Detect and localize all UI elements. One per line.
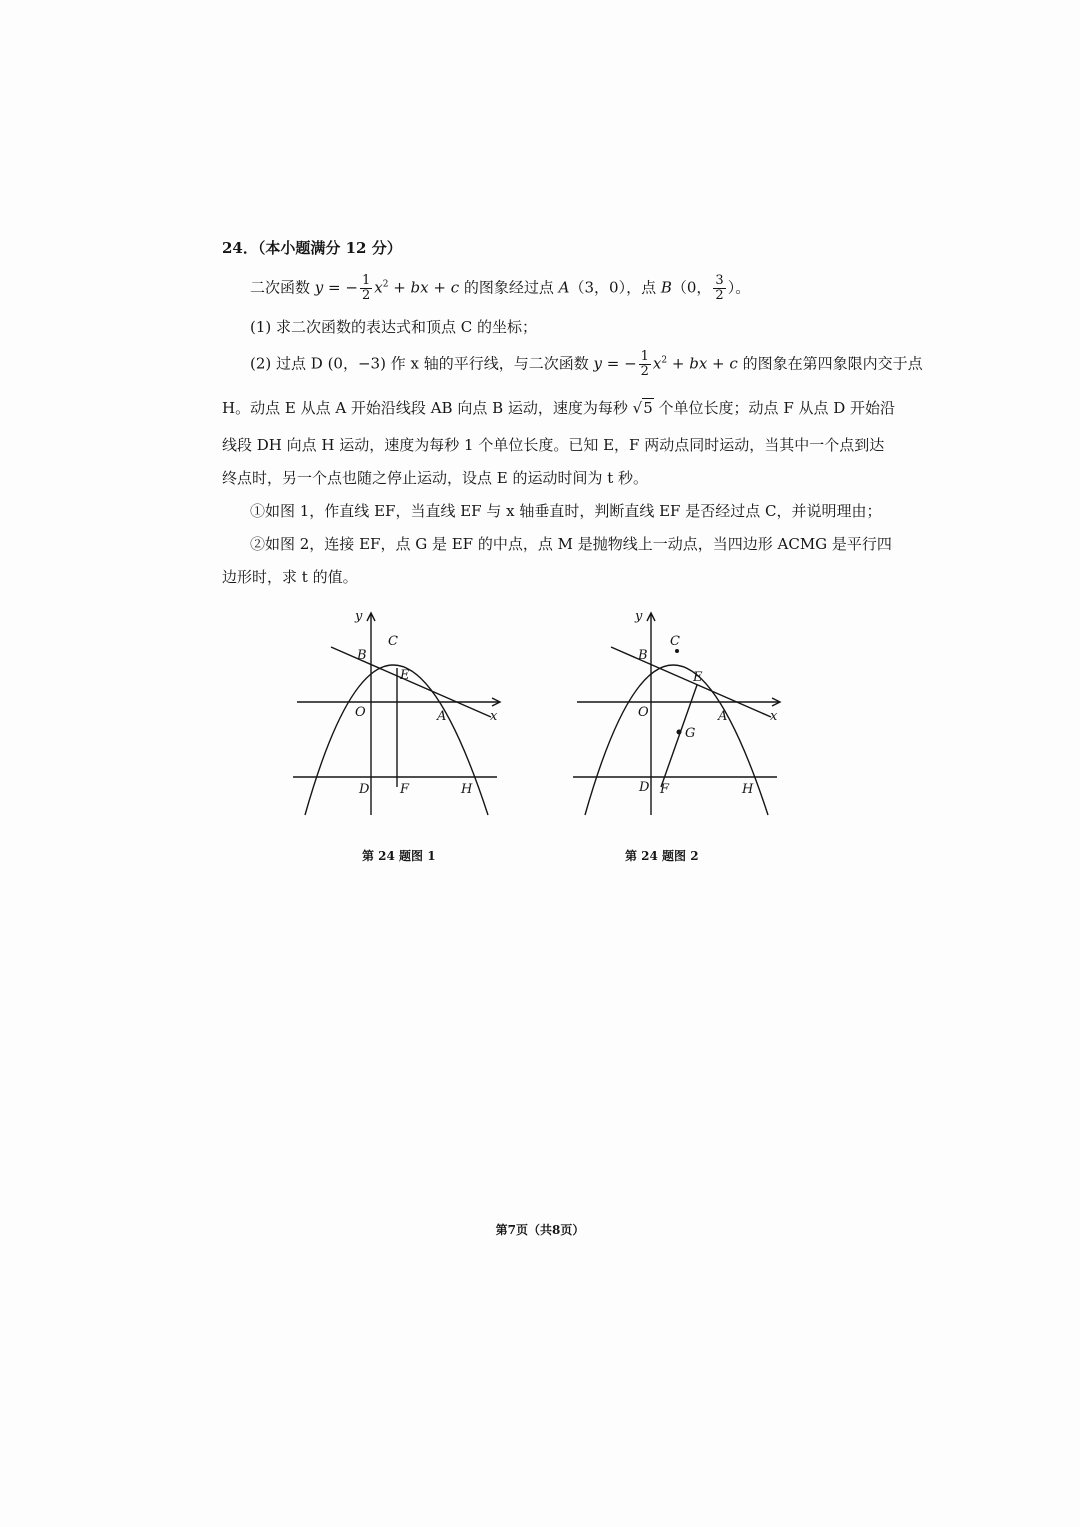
figure-2 (565, 605, 795, 820)
label-A: A (718, 709, 728, 724)
question-intro: 二次函数 y = − $\frac{1}{2}$ $x^2$ + bx + c 的图象经过点 A（3，0），点 B（0， $\frac{3}{2}$ ）。 (250, 273, 751, 303)
label-O: O (355, 705, 366, 720)
fraction: $\frac{1}{2}$ (640, 349, 649, 379)
fraction: $\frac{1}{2}$ (361, 273, 371, 303)
label-E: E (400, 668, 410, 683)
sub-question-1: ①如图 1，作直线 EF，当直线 EF 与 x 轴垂直时，判断直线 EF 是否经过点 C，并说明理由； (250, 502, 882, 520)
label-A: A (437, 709, 447, 724)
point-C (675, 649, 679, 653)
label-x: x (770, 709, 778, 724)
question-header: 24．（本小题满分 12 分） (222, 239, 402, 257)
part-2-line-2: H。动点 E 从点 A 开始沿线段 AB 向点 B 运动，速度为每秒 √5 个单位长度；动点 F 从点 D 开始沿 (222, 399, 896, 417)
label-O: O (638, 705, 649, 720)
label-x: x (490, 709, 498, 724)
part-1: (1) 求二次函数的表达式和顶点 C 的坐标； (250, 318, 538, 336)
label-C: C (670, 634, 680, 649)
sub-question-2-line-1: ②如图 2，连接 EF，点 G 是 EF 的中点，点 M 是抛物线上一动点，当四边形 ACMG 是平行四 (250, 535, 892, 553)
label-H: H (742, 782, 754, 797)
label-y: y (635, 609, 643, 624)
part-2-line-3: 线段 DH 向点 H 运动，速度为每秒 1 个单位长度。已知 E，F 两动点同时运动，当其中一个点到达 (222, 436, 885, 454)
label-D: D (359, 782, 370, 797)
figure-1-caption: 第 24 题图 1 (362, 849, 436, 863)
label-G: G (685, 726, 696, 741)
page-footer: 第7页（共8页） (495, 1223, 585, 1237)
label-F: F (660, 782, 670, 797)
sqrt-symbol: √5 (632, 399, 653, 417)
line-AB (611, 647, 771, 717)
parabola (585, 665, 768, 815)
part-2-line-1: (2) 过点 D (0，−3) 作 x 轴的平行线，与二次函数 y = − $\frac{1}{2}$ $x^2$ + bx + c 的图象在第四象限内交于点 (250, 349, 923, 379)
label-H: H (461, 782, 473, 797)
figure-1 (285, 605, 515, 820)
sub-question-2-line-2: 边形时，求 t 的值。 (222, 568, 358, 586)
part-2-line-4: 终点时，另一个点也随之停止运动，设点 E 的运动时间为 t 秒。 (222, 469, 649, 487)
label-D: D (639, 780, 650, 795)
figure-2-caption: 第 24 题图 2 (625, 849, 699, 863)
point-G (677, 730, 682, 735)
label-E: E (693, 670, 703, 685)
label-y: y (355, 609, 363, 624)
label-B: B (357, 648, 367, 663)
fraction: $\frac{3}{2}$ (715, 273, 724, 303)
label-B: B (638, 648, 648, 663)
label-C: C (388, 634, 398, 649)
label-F: F (400, 782, 410, 797)
